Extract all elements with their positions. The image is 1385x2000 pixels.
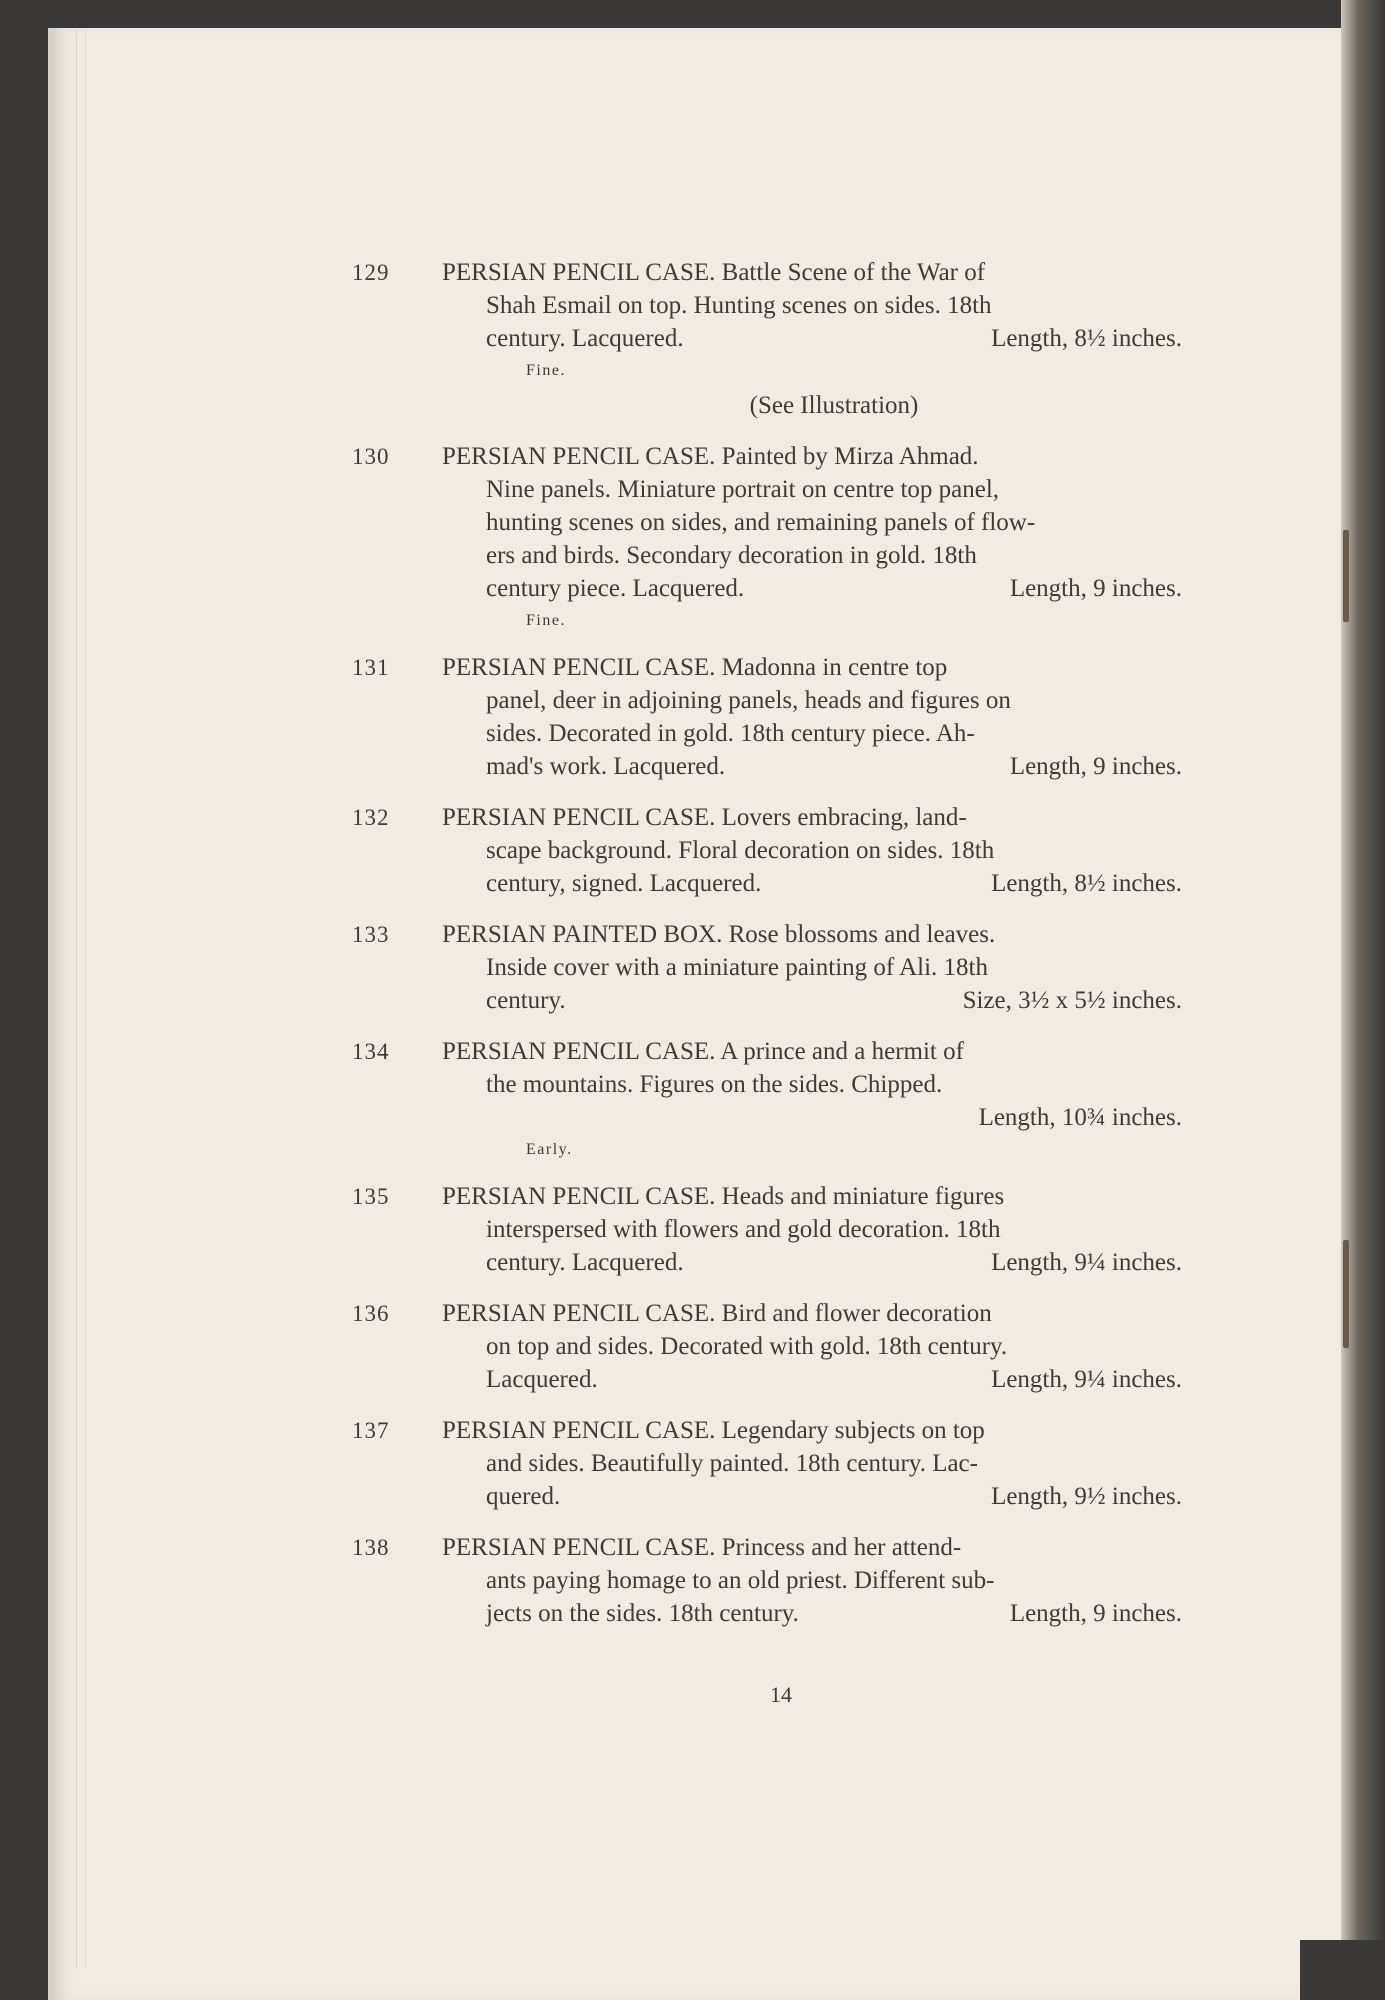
catalog-entry <box>352 1180 1182 1279</box>
entry-line-end: century piece. Lacquered. <box>486 575 745 602</box>
page-edge <box>76 28 86 1968</box>
entry-line: PERSIAN PAINTED BOX. Rose blossoms and leaves. <box>442 921 996 948</box>
entry-line: panel, deer in adjoining panels, heads and figures on <box>486 687 1011 714</box>
measurement: Length, 9½ inches. <box>991 1483 1182 1510</box>
measure-line <box>442 750 1182 783</box>
entry-line-end: century, signed. Lacquered. <box>486 870 762 897</box>
lot-number: 135 <box>352 1184 390 1209</box>
catalog-entry <box>352 918 1182 1017</box>
lot-number: 131 <box>352 655 390 680</box>
measure-line <box>442 572 1182 605</box>
entry-line-end: quered. <box>486 1483 561 1510</box>
measurement: Length, 9 inches. <box>1009 1600 1182 1627</box>
entry-line: hunting scenes on sides, and remaining panels of flow- <box>486 509 1036 536</box>
entry-line: Nine panels. Miniature portrait on centre top panel, <box>486 476 1000 503</box>
entry-line: PERSIAN PENCIL CASE. Madonna in centre top <box>442 654 948 681</box>
entry-line: PERSIAN PENCIL CASE. A prince and a hermit of <box>442 1038 964 1065</box>
measurement: Length, 8½ inches. <box>991 870 1182 897</box>
measurement: Length, 9¼ inches. <box>991 1366 1182 1393</box>
page-tab-mark <box>1343 530 1349 622</box>
lot-number: 130 <box>352 444 390 469</box>
entry-line-end: century. Lacquered. <box>486 325 684 352</box>
lot-number: 129 <box>352 260 390 285</box>
entry-line: on top and sides. Decorated with gold. 18th century. <box>486 1333 1008 1360</box>
entry-line: ers and birds. Secondary decoration in gold. 18th <box>486 542 977 569</box>
entry-line: sides. Decorated in gold. 18th century piece. Ah- <box>486 720 975 747</box>
quality-note: Fine. <box>526 362 566 379</box>
entry-line-end: mad's work. Lacquered. <box>486 753 726 780</box>
lot-number: 134 <box>352 1039 390 1064</box>
measure-line <box>442 322 1182 355</box>
page-number: 14 <box>770 1682 792 1707</box>
measure-line <box>442 1363 1182 1396</box>
lot-number: 133 <box>352 922 390 947</box>
binding-shadow <box>1341 0 1385 2000</box>
entry-line: PERSIAN PENCIL CASE. Heads and miniature figures <box>442 1183 1005 1210</box>
quality-note: Early. <box>526 1141 573 1158</box>
measurement: Length, 10¾ inches. <box>978 1104 1182 1131</box>
catalog-entry <box>352 256 1182 422</box>
entry-line-end: century. Lacquered. <box>486 1249 684 1276</box>
catalog-entry <box>352 1297 1182 1396</box>
measure-line <box>442 1246 1182 1279</box>
entry-line: the mountains. Figures on the sides. Chipped. <box>486 1071 943 1098</box>
catalog-entry <box>352 1035 1182 1162</box>
entry-line: interspersed with flowers and gold decoration. 18th <box>486 1216 1001 1243</box>
entry-line: PERSIAN PENCIL CASE. Painted by Mirza Ahmad. <box>442 443 979 470</box>
measure-line <box>442 1480 1182 1513</box>
page-corner-shadow <box>1300 1940 1385 2000</box>
catalog-entry <box>352 1531 1182 1630</box>
catalog-entry <box>352 1414 1182 1513</box>
measurement: Length, 9 inches. <box>1009 753 1182 780</box>
entry-line: and sides. Beautifully painted. 18th century. Lac- <box>486 1450 978 1477</box>
entry-line: Shah Esmail on top. Hunting scenes on sides. 18th <box>486 292 992 319</box>
illustration-note: (See Illustration) <box>749 392 919 419</box>
catalog-entry <box>352 801 1182 900</box>
entry-line-end: Lacquered. <box>486 1366 598 1393</box>
catalog-listing <box>352 256 1182 1648</box>
entry-line: PERSIAN PENCIL CASE. Princess and her attend- <box>442 1534 962 1561</box>
entry-line: Inside cover with a miniature painting of Ali. 18th <box>486 954 988 981</box>
entry-line: scape background. Floral decoration on sides. 18th <box>486 837 995 864</box>
page-tab-mark <box>1343 1240 1349 1348</box>
catalog-entry <box>352 440 1182 633</box>
entry-line: PERSIAN PENCIL CASE. Battle Scene of the War of <box>442 259 986 286</box>
entry-line: PERSIAN PENCIL CASE. Lovers embracing, land- <box>442 804 967 831</box>
entry-line: PERSIAN PENCIL CASE. Legendary subjects on top <box>442 1417 985 1444</box>
entry-line-end: century. <box>486 987 566 1014</box>
entry-line-end: jects on the sides. 18th century. <box>486 1600 799 1627</box>
quality-note: Fine. <box>526 612 566 629</box>
measure-line <box>442 1597 1182 1630</box>
measure-line <box>442 984 1182 1017</box>
catalog-entry <box>352 651 1182 783</box>
lot-number: 132 <box>352 805 390 830</box>
lot-number: 136 <box>352 1301 390 1326</box>
measurement: Length, 9¼ inches. <box>991 1249 1182 1276</box>
lot-number: 137 <box>352 1418 390 1443</box>
measurement: Size, 3½ x 5½ inches. <box>962 987 1182 1014</box>
measurement: Length, 8½ inches. <box>991 325 1182 352</box>
lot-number: 138 <box>352 1535 390 1560</box>
measurement: Length, 9 inches. <box>1009 575 1182 602</box>
measure-line <box>442 867 1182 900</box>
entry-line: PERSIAN PENCIL CASE. Bird and flower decoration <box>442 1300 992 1327</box>
entry-line: ants paying homage to an old priest. Different sub- <box>486 1567 995 1594</box>
